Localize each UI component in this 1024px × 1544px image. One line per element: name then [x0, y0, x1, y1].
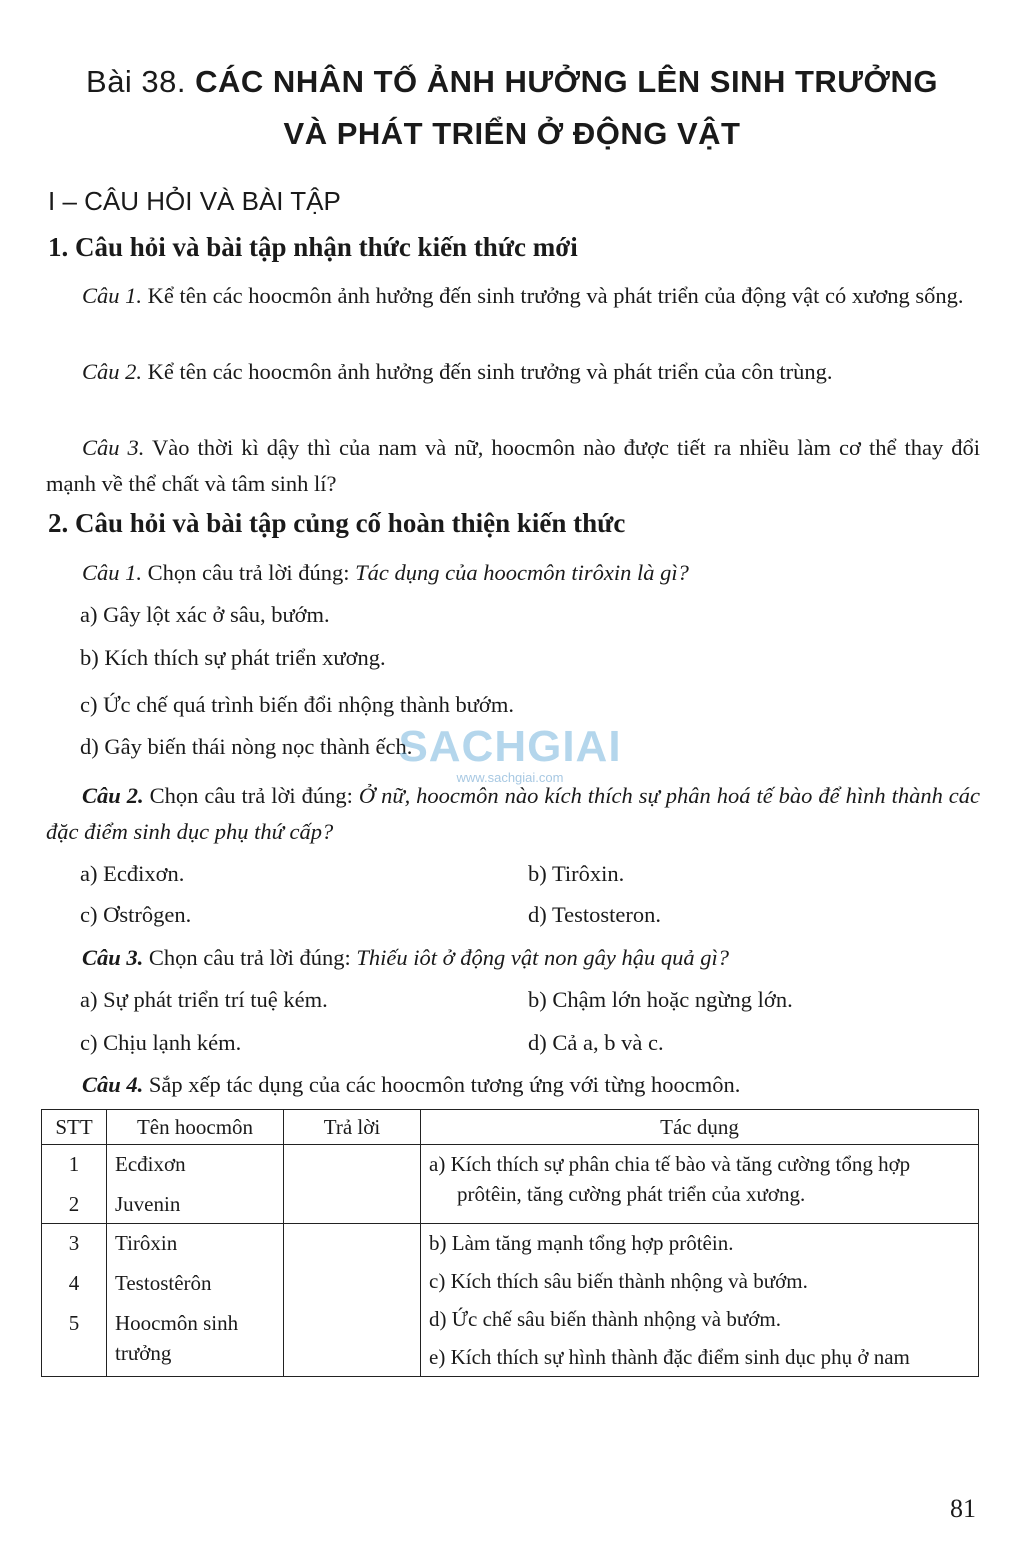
answer-option: a) Gây lột xác ở sâu, bướm. — [80, 602, 330, 627]
answer-cell[interactable] — [284, 1224, 421, 1377]
column-header-hormone-name: Tên hoocmôn — [107, 1110, 284, 1145]
column-header-stt: STT — [42, 1110, 107, 1145]
question-lead: Chọn câu trả lời đúng: — [149, 783, 353, 808]
question-label: Câu 4. — [82, 1072, 144, 1097]
question-label: Câu 2. — [82, 359, 143, 384]
answer-option: d) Testosteron. — [528, 902, 661, 927]
effect-text: a) Kích thích sự phân chia tế bào và tăng cường tổng hợp prôtêin, tăng cường phát triển của xương. — [429, 1152, 911, 1206]
effect-cell — [421, 1224, 979, 1377]
answer-option: b) Chậm lớn hoặc ngừng lớn. — [528, 987, 793, 1012]
hormone-matching-table — [41, 1109, 979, 1377]
stt-cell — [42, 1145, 107, 1224]
question-text: Sắp xếp tác dụng của các hoocmôn tương ứng với từng hoocmôn. — [148, 1072, 741, 1097]
effect-cell — [421, 1145, 979, 1224]
stt-value: 3 — [68, 1231, 80, 1255]
hormone-name: Juvenin — [115, 1192, 181, 1216]
effect-text: d) Ức chế sâu biến thành nhộng và bướm. — [429, 1307, 781, 1331]
watermark-logo — [380, 722, 640, 792]
section-1-question-3 — [46, 430, 980, 502]
answer-option: c) Ơstrôgen. — [80, 902, 192, 927]
hormone-name-cell — [107, 1145, 284, 1224]
lesson-number: Bài 38. — [86, 64, 187, 99]
answer-cell[interactable] — [284, 1145, 421, 1224]
question-label: Câu 1. — [82, 560, 143, 585]
question-lead: Chọn câu trả lời đúng: — [148, 945, 351, 970]
lesson-title-line-1 — [0, 64, 1024, 100]
section-1-heading: 1. Câu hỏi và bài tập nhận thức kiến thức mới — [48, 232, 578, 262]
column-header-answer: Trả lời — [284, 1110, 421, 1145]
stt-value: 1 — [68, 1152, 80, 1176]
question-text: Vào thời kì dậy thì của nam và nữ, hoocmôn nào được tiết ra nhiều làm cơ thể thay đổi mạnh về thể chất và tâm sinh lí? — [46, 435, 980, 496]
answer-option: c) Ức chế quá trình biến đổi nhộng thành bướm. — [80, 692, 514, 717]
question-label: Câu 3. — [82, 945, 144, 970]
table-row — [42, 1224, 979, 1377]
hormone-name: Tirôxin — [115, 1231, 178, 1255]
question-label: Câu 1. — [82, 283, 143, 308]
page-number: 81 — [950, 1494, 976, 1523]
section-2-question-3 — [82, 943, 729, 973]
question-label: Câu 2. — [82, 783, 144, 808]
table-header-row — [42, 1110, 979, 1145]
effect-text: c) Kích thích sâu biến thành nhộng và bướm. — [429, 1269, 808, 1293]
answer-option: d) Gây biến thái nòng nọc thành ếch. — [80, 734, 413, 759]
part-heading: I – CÂU HỎI VÀ BÀI TẬP — [48, 186, 341, 216]
stt-cell — [42, 1224, 107, 1377]
hormone-name: Ecđixơn — [115, 1152, 186, 1176]
stt-value: 4 — [68, 1271, 80, 1295]
question-text: Kể tên các hoocmôn ảnh hưởng đến sinh trưởng và phát triển của động vật có xương sống. — [147, 283, 964, 308]
hormone-name-cell — [107, 1224, 284, 1377]
answer-option: d) Cả a, b và c. — [528, 1030, 664, 1055]
section-1-question-1 — [46, 278, 980, 314]
effect-text: e) Kích thích sự hình thành đặc điểm sinh dục phụ ở nam — [429, 1345, 910, 1369]
stt-value: 5 — [68, 1311, 80, 1335]
question-text: Tác dụng của hoocmôn tirôxin là gì? — [355, 560, 689, 585]
answer-option: b) Tirôxin. — [528, 861, 625, 886]
question-text: Kể tên các hoocmôn ảnh hưởng đến sinh trưởng và phát triển của côn trùng. — [147, 359, 833, 384]
answer-option: c) Chịu lạnh kém. — [80, 1030, 242, 1055]
lesson-title-line-2: VÀ PHÁT TRIỂN Ở ĐỘNG VẬT — [283, 116, 741, 151]
question-lead: Chọn câu trả lời đúng: — [147, 560, 350, 585]
column-header-effect: Tác dụng — [421, 1110, 979, 1145]
lesson-title-text: CÁC NHÂN TỐ ẢNH HƯỞNG LÊN SINH TRƯỞNG — [195, 64, 938, 99]
stt-value: 2 — [68, 1192, 80, 1216]
section-2-heading: 2. Câu hỏi và bài tập củng cố hoàn thiện kiến thức — [48, 508, 626, 538]
effect-text: b) Làm tăng mạnh tổng hợp prôtêin. — [429, 1231, 734, 1255]
table-row — [42, 1145, 979, 1224]
question-text: Thiếu iôt ở động vật non gây hậu quả gì? — [356, 945, 730, 970]
watermark-text: SACHGIAI — [398, 722, 622, 771]
question-label: Câu 3. — [82, 435, 145, 460]
section-2-question-4 — [82, 1070, 740, 1100]
watermark-url: www.sachgiai.com — [456, 770, 564, 785]
answer-option: a) Sự phát triển trí tuệ kém. — [80, 987, 328, 1012]
answer-option: a) Ecđixơn. — [80, 861, 185, 886]
section-2-question-1 — [82, 558, 689, 588]
section-1-question-2 — [46, 354, 980, 390]
hormone-name: Hoocmôn sinh trưởng — [115, 1311, 239, 1365]
answer-option: b) Kích thích sự phát triển xương. — [80, 645, 386, 670]
question-text: Ở nữ, hoocmôn nào kích thích sự phân hoá tế bào để hình thành các đặc điểm sinh dục phụ thứ cấp? — [46, 783, 981, 844]
hormone-name: Testostêrôn — [115, 1271, 212, 1295]
